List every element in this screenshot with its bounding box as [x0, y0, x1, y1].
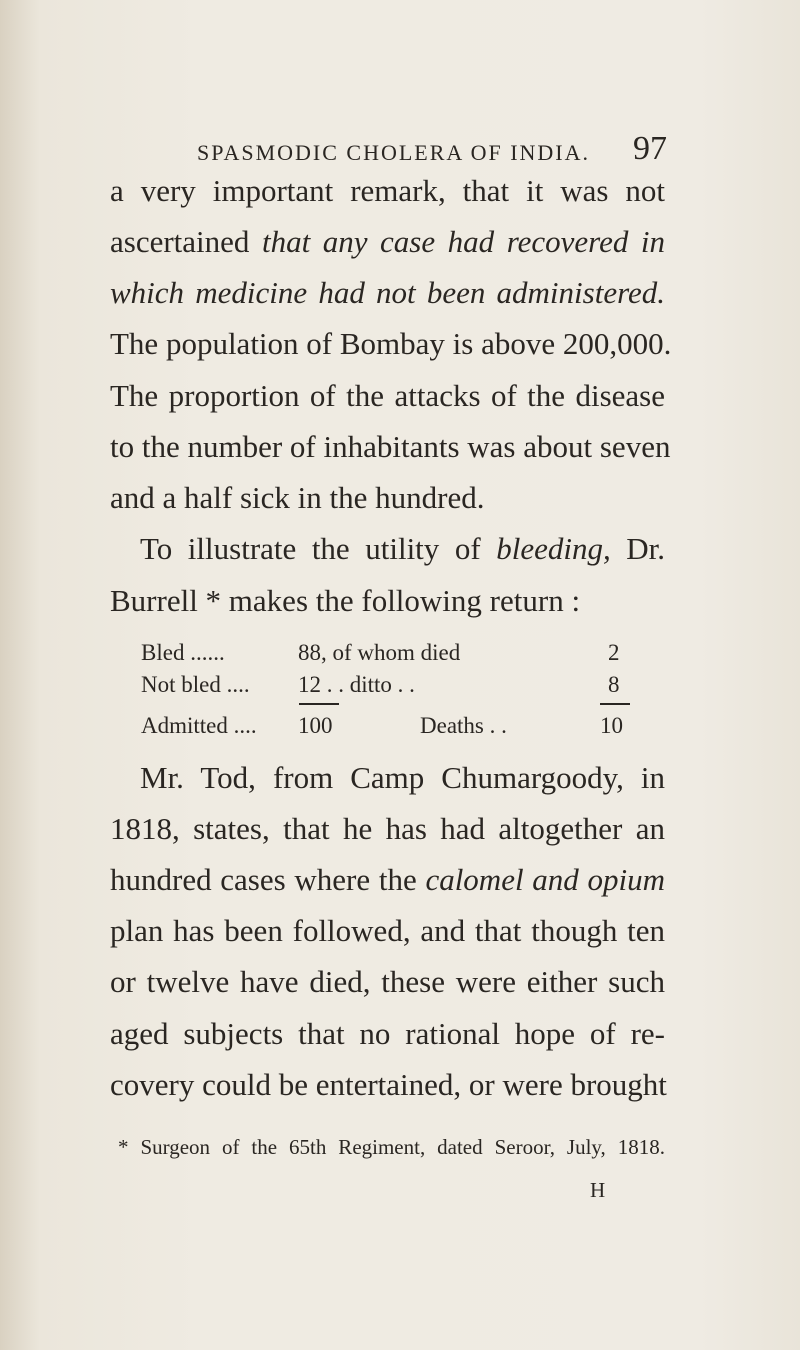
table-cell: 12 . . ditto . . — [298, 672, 415, 697]
text-line: The proportion of the attacks of the disease — [110, 378, 665, 413]
text-line: ascertained that any case had recovered in — [110, 224, 665, 259]
text-line: covery could be entertained, or were brought — [110, 1067, 667, 1102]
text-line: Burrell * makes the following return : — [110, 583, 581, 618]
table-cell: Deaths . . — [420, 713, 507, 738]
table-cell: 88, of whom died — [298, 640, 461, 665]
text-line: to the number of inhabitants was about seven — [110, 429, 671, 464]
text-line: 1818, states, that he has had altogether an — [110, 811, 665, 846]
running-header — [197, 130, 667, 167]
table-cell: 10 — [600, 713, 623, 738]
footnote: * Surgeon of the 65th Regiment, dated Seroor, July, 1818. — [118, 1135, 665, 1159]
page-number: 97 — [633, 130, 667, 167]
text-line: or twelve have died, these were either such — [110, 964, 665, 999]
text-line: To illustrate the utility of bleeding, Dr. — [140, 531, 665, 566]
text-line: aged subjects that no rational hope of re- — [110, 1016, 665, 1051]
sum-rule — [600, 703, 630, 705]
sum-rule — [299, 703, 339, 705]
text-line: The population of Bombay is above 200,000. — [110, 326, 672, 361]
text-line: and a half sick in the hundred. — [110, 480, 485, 515]
text-line: hundred cases where the calomel and opium — [110, 862, 665, 897]
signature-mark: H — [590, 1178, 606, 1202]
table-row: Not bled .... — [141, 672, 250, 697]
table-cell: 8 — [608, 672, 620, 697]
table-cell: 2 — [608, 640, 620, 665]
text-line: plan has been followed, and that though ten — [110, 913, 665, 948]
running-title: SPASMODIC CHOLERA OF INDIA. — [197, 140, 591, 165]
table-total-row: Admitted .... — [141, 713, 257, 738]
text-line: which medicine had not been administered. — [110, 275, 665, 310]
text-line: Mr. Tod, from Camp Chumargoody, in — [140, 760, 665, 795]
table-cell: 100 — [298, 713, 333, 738]
text-line: a very important remark, that it was not — [110, 173, 665, 208]
table-row: Bled ...... — [141, 640, 225, 665]
